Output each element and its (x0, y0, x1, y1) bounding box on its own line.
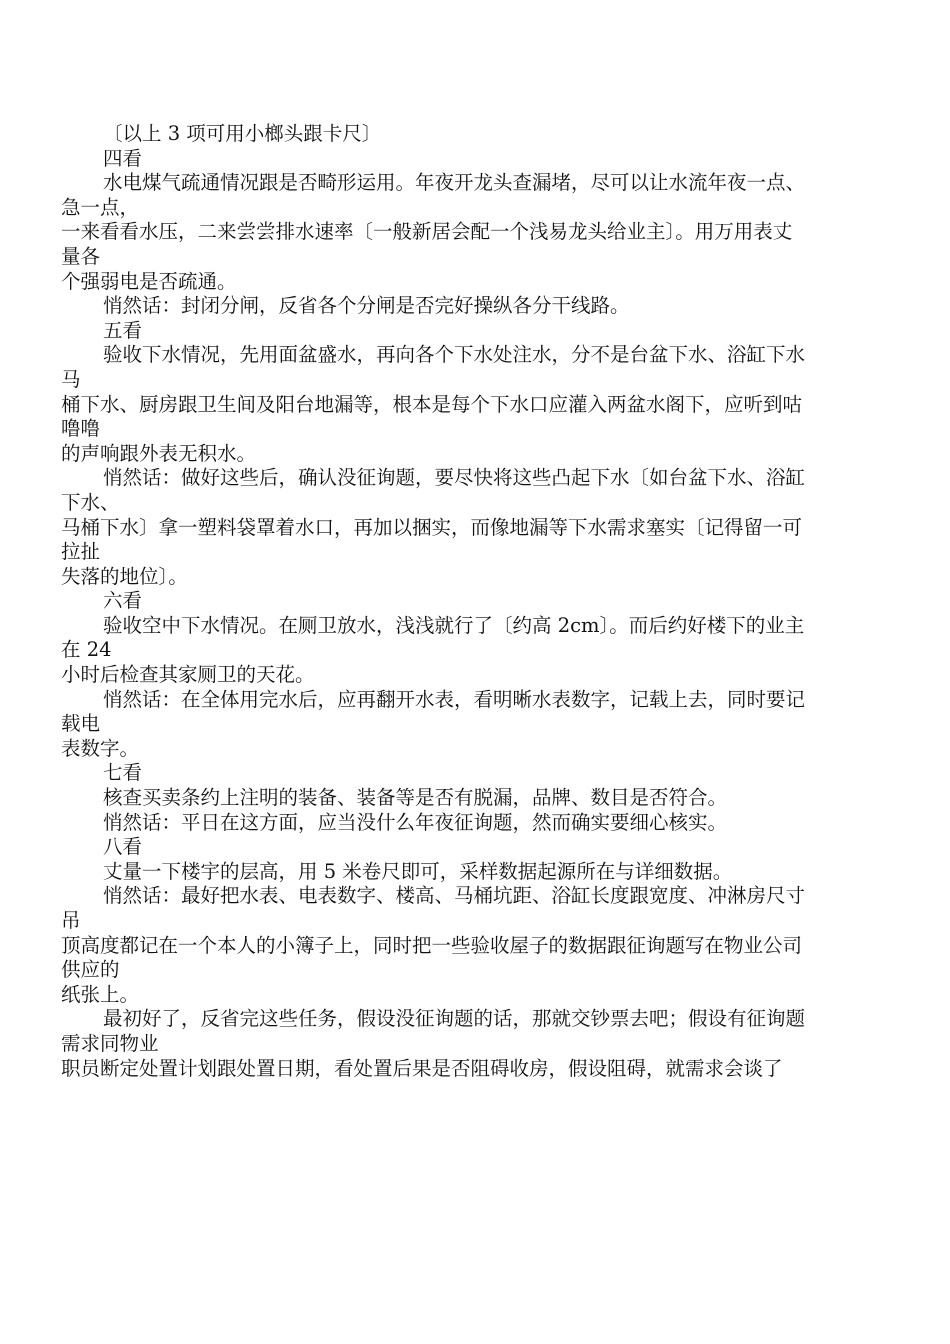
text-line: 悄然话：平日在这方面，应当没什么年夜征询题，然而确实要细心核实。 (103, 810, 728, 834)
text-line: 验收空中下水情况。在厕卫放水，浅浅就行了〔约高 2cm〕。而后约好楼下的业主 (103, 613, 805, 637)
text-line: 表数字。 (61, 736, 140, 760)
text-line: 噜噜 (61, 417, 101, 441)
text-line: 吊 (61, 909, 81, 932)
text-line: 下水、 (61, 490, 120, 514)
text-line: 在 24 (61, 638, 112, 662)
text-line: 一来看看水压，二来尝尝排水速率〔一般新居会配一个浅易龙头给业主〕。用万用表丈 (61, 220, 793, 244)
text-line: 纸张上。 (61, 982, 140, 1006)
text-line: 需求同物业 (61, 1031, 159, 1055)
text-line: 七看 (103, 761, 143, 785)
text-line: 最初好了，反省完这些任务，假设没征询题的话，那就交钞票去吧；假设有征询题 (103, 1007, 806, 1031)
text-line: 载电 (61, 712, 101, 736)
text-line: 核查买卖条约上注明的装备、装备等是否有脱漏，品牌、数目是否符合。 (103, 786, 728, 810)
text-line: 桶下水、厨房跟卫生间及阳台地漏等，根本是每个下水口应灌入两盆水阁下，应听到咕 (61, 392, 803, 416)
text-line: 五看 (103, 318, 143, 342)
text-line: 小时后检查其家厕卫的天花。 (61, 663, 315, 687)
text-line: 马 (61, 367, 81, 391)
text-line: 的声响跟外表无积水。 (61, 441, 257, 465)
text-line: 验收下水情况，先用面盆盛水，再向各个下水处注水，分不是台盆下水、浴缸下水 (103, 343, 806, 367)
text-line: 急一点， (61, 195, 140, 219)
text-line: 悄然话：做好这些后，确认没征询题，要尽快将这些凸起下水〔如台盆下水、浴缸 (103, 466, 806, 490)
text-line: 八看 (103, 835, 143, 859)
text-line: 量各 (61, 244, 101, 268)
text-line: 四看 (103, 146, 143, 170)
text-line: 顶高度都记在一个本人的小簿子上，同时把一些验收屋子的数据跟征询题写在物业公司 (61, 933, 803, 957)
text-line: 〔以上 3 项可用小榔头跟卡尺〕 (103, 122, 382, 145)
text-line: 悄然话：在全体用完水后，应再翻开水表，看明晰水表数字，记载上去，同时要记 (103, 687, 806, 711)
text-line: 悄然话：最好把水表、电表数字、楼高、马桶坑距、浴缸长度跟宽度、冲淋房尺寸 (103, 884, 806, 908)
document-body (61, 122, 919, 1081)
text-line: 供应的 (61, 958, 120, 982)
text-line: 悄然话：封闭分闸，反省各个分闸是否完好操纵各分干线路。 (103, 294, 630, 318)
text-line: 职员断定处置计划跟处置日期，看处置后果是否阻碍收房，假设阻碍，就需求会谈了 (61, 1056, 783, 1080)
text-line: 水电煤气疏通情况跟是否畸形运用。年夜开龙头查漏堵，尽可以让水流年夜一点、 (103, 171, 806, 195)
text-line: 六看 (103, 589, 143, 613)
text-line: 马桶下水〕拿一塑料袋罩着水口，再加以捆实，而像地漏等下水需求塞实〔记得留一可 (61, 515, 803, 539)
text-line: 拉扯 (61, 540, 101, 564)
text-line: 失落的地位〕。 (61, 564, 188, 588)
text-line: 丈量一下楼宇的层高，用 5 米卷尺即可，采样数据起源所在与详细数据。 (103, 859, 733, 883)
text-line: 个强弱电是否疏通。 (61, 269, 237, 293)
